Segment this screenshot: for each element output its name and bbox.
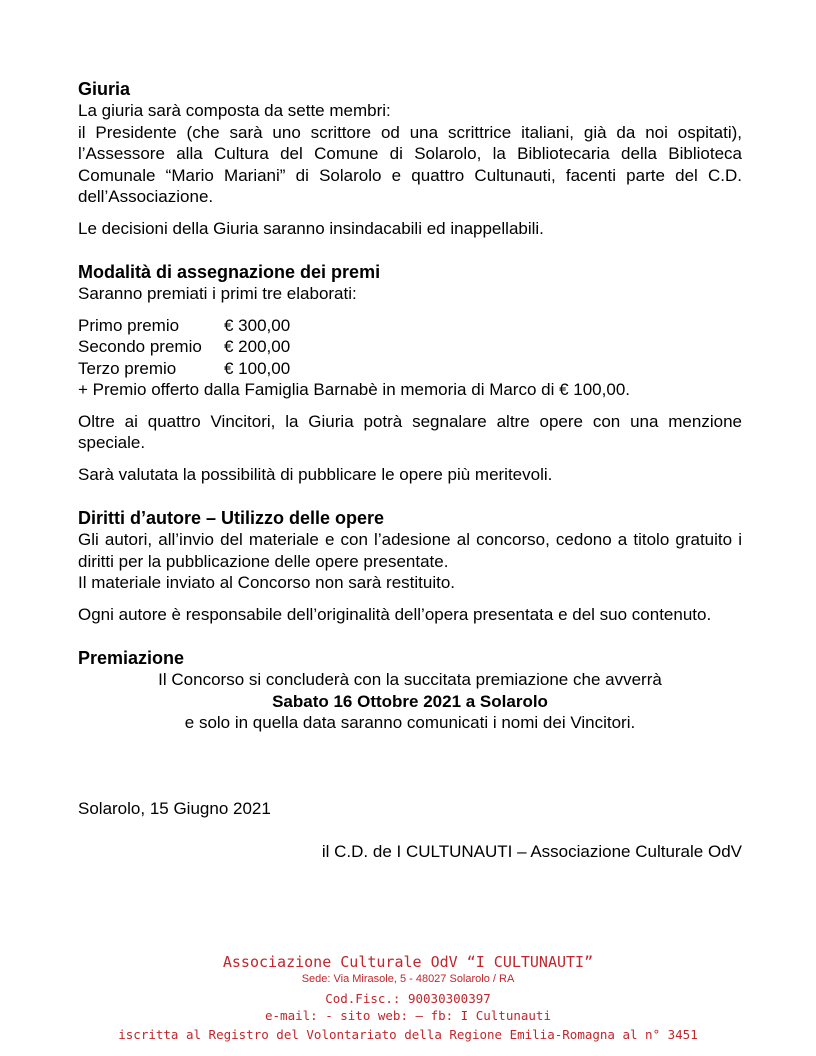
prize-amount: € 100,00 — [224, 358, 291, 378]
diritti-paragraph-3: Ogni autore è responsabile dell’originalità dell’opera presentata e del suo contenuto. — [78, 604, 712, 624]
footer-contacts: e-mail: - sito web: – fb: I Cultunauti — [265, 1008, 551, 1023]
section-heading-giuria: Giuria — [78, 79, 131, 99]
prize-label: Secondo premio — [78, 337, 202, 356]
document-page — [78, 78, 742, 863]
diritti-paragraph-2: Il materiale inviato al Concorso non sarà restituito. — [78, 573, 456, 592]
prize-row — [78, 315, 742, 337]
section-heading-premi: Modalità di assegnazione dei premi — [78, 262, 381, 282]
signature: il C.D. de I CULTUNAUTI – Associazione Culturale OdV — [321, 842, 742, 861]
prize-label: Primo premio — [78, 315, 180, 335]
prize-amount: € 200,00 — [224, 337, 291, 356]
prize-label: Terzo premio — [78, 358, 177, 378]
section-heading-diritti: Diritti d’autore – Utilizzo delle opere — [78, 508, 385, 528]
premi-publish: Sarà valutata la possibilità di pubblicare le opere più meritevoli. — [78, 464, 553, 484]
prize-extra: + Premio offerto dalla Famiglia Barnabè in memoria di Marco di € 100,00. — [78, 380, 630, 399]
prize-row — [78, 358, 742, 380]
footer-address: Sede: Via Mirasole, 5 - 48027 Solarolo / RA — [301, 973, 515, 985]
letterhead-footer — [0, 952, 816, 1043]
premiazione-line-1: Il Concorso si concluderà con la succitata premiazione che avverrà — [158, 670, 662, 689]
premiazione-date: Sabato 16 Ottobre 2021 a Solarolo — [272, 691, 548, 711]
prize-amount: € 300,00 — [224, 315, 291, 335]
giuria-line-1: La giuria sarà composta da sette membri: — [78, 101, 391, 120]
place-date: Solarolo, 15 Giugno 2021 — [78, 798, 271, 818]
footer-registry: iscritta al Registro del Volontariato della Regione Emilia-Romagna al n° 3451 — [118, 1027, 698, 1042]
premiazione-line-3: e solo in quella data saranno comunicati i nomi dei Vincitori. — [184, 713, 636, 732]
prize-row — [78, 336, 742, 358]
giuria-decisions: Le decisioni della Giuria saranno insindacabili ed inappellabili. — [78, 218, 544, 238]
diritti-paragraph-1: Gli autori, all’invio del materiale e con l’adesione al concorso, cedono a titolo gratuito i diritti per la pubblicazione delle opere presentate. — [78, 530, 742, 571]
section-heading-premiazione: Premiazione — [78, 648, 185, 668]
premi-intro: Saranno premiati i primi tre elaborati: — [78, 284, 357, 303]
footer-association-name: Associazione Culturale OdV “I CULTUNAUTI” — [222, 953, 594, 971]
premi-mention: Oltre ai quattro Vincitori, la Giuria potrà segnalare altre opere con una menzione speciale. — [78, 411, 742, 452]
footer-fiscal-code: Cod.Fisc.: 90030300397 — [325, 991, 491, 1006]
giuria-line-2: il Presidente (che sarà uno scrittore od una scrittrice italiani, già da noi ospitati), l’Assessore alla Cultura del Comune di Solarolo, la Bibliotecaria della Biblioteca Comunale “Mario Mariani” di Solarolo e quattro Cultunauti, facenti parte del C.D. dell’Associazione. — [78, 122, 742, 206]
